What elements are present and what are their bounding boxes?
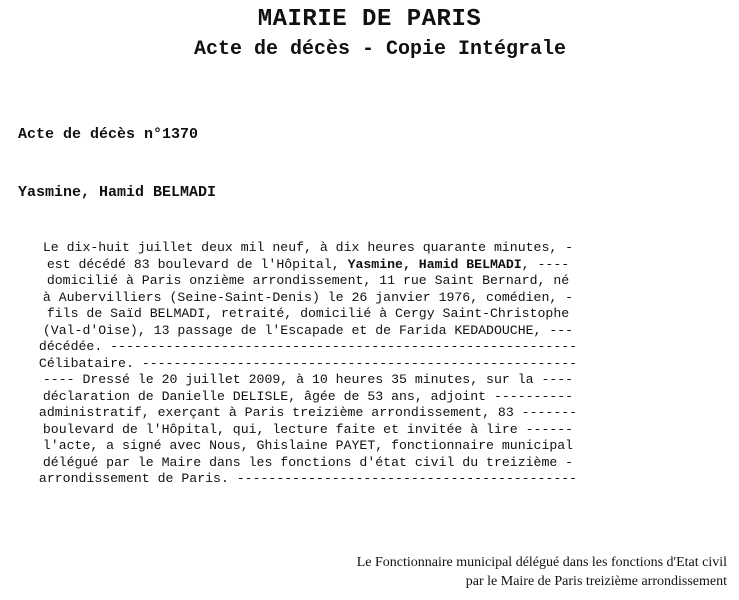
body-line-text: déclaration de Danielle DELISLE, âgée de 53 ans, adjoint ----------	[42, 388, 574, 404]
page-subtitle: Acte de décès - Copie Intégrale	[193, 38, 567, 61]
body-line-text: Le dix-huit juillet deux mil neuf, à dix heures quarante minutes, -	[42, 240, 574, 255]
body-line	[18, 455, 598, 472]
body-line-text: domicilié à Paris onzième arrondissement, 11 rue Saint Bernard, né	[46, 273, 570, 288]
body-line	[18, 422, 598, 439]
body-line	[18, 257, 598, 274]
act-number: Acte de décès n°1370	[18, 126, 199, 143]
body-line-text: à Aubervilliers (Seine-Saint-Denis) le 26 janvier 1976, comédien, -	[42, 289, 574, 305]
body-line	[18, 389, 598, 406]
body-line-bold-name: Yasmine, Hamid BELMADI	[347, 256, 522, 272]
body-line	[18, 405, 598, 422]
body-line-text: Célibataire. -------------------------------------------------------	[38, 355, 578, 371]
body-line	[18, 306, 598, 323]
body-line-text: l'acte, a signé avec Nous, Ghislaine PAYET, fonctionnaire municipal	[42, 438, 574, 453]
deceased-name: Yasmine, Hamid BELMADI	[18, 184, 217, 201]
body-line	[18, 372, 598, 389]
body-line	[18, 290, 598, 307]
body-line	[18, 240, 598, 257]
body-line	[18, 471, 598, 488]
body-line-text: ---- Dressé le 20 juillet 2009, à 10 heures 35 minutes, sur la ----	[42, 372, 574, 387]
body-line	[18, 273, 598, 290]
body-line-text: arrondissement de Paris. -------------------------------------------	[38, 471, 578, 486]
body-line-text: administratif, exerçant à Paris treizième arrondissement, 83 -------	[38, 405, 578, 420]
signature-line-1: Le Fonctionnaire municipal délégué dans les fonctions d'Etat civil	[356, 555, 727, 570]
body-line	[18, 438, 598, 455]
act-body-text	[18, 240, 598, 488]
body-line-text: délégué par le Maire dans les fonctions d'état civil du treizième -	[42, 454, 574, 470]
signature-block	[357, 553, 727, 591]
body-line-text-after: , ----	[521, 256, 570, 272]
signature-line-2: par le Maire de Paris treizième arrondissement	[465, 574, 727, 589]
body-line-text: est décédé 83 boulevard de l'Hôpital,	[46, 256, 348, 272]
body-line	[18, 323, 598, 340]
body-line	[18, 356, 598, 373]
body-line-text: fils de Saïd BELMADI, retraité, domicilié à Cergy Saint-Christophe	[46, 306, 570, 321]
page-title: MAIRIE DE PARIS	[257, 6, 482, 33]
body-line-text: boulevard de l'Hôpital, qui, lecture faite et invitée à lire ------	[42, 421, 574, 437]
body-line	[18, 339, 598, 356]
body-line-text: (Val-d'Oise), 13 passage de l'Escapade et de Farida KEDADOUCHE, ---	[42, 322, 574, 338]
body-line-text: décédée. -----------------------------------------------------------	[38, 339, 578, 354]
